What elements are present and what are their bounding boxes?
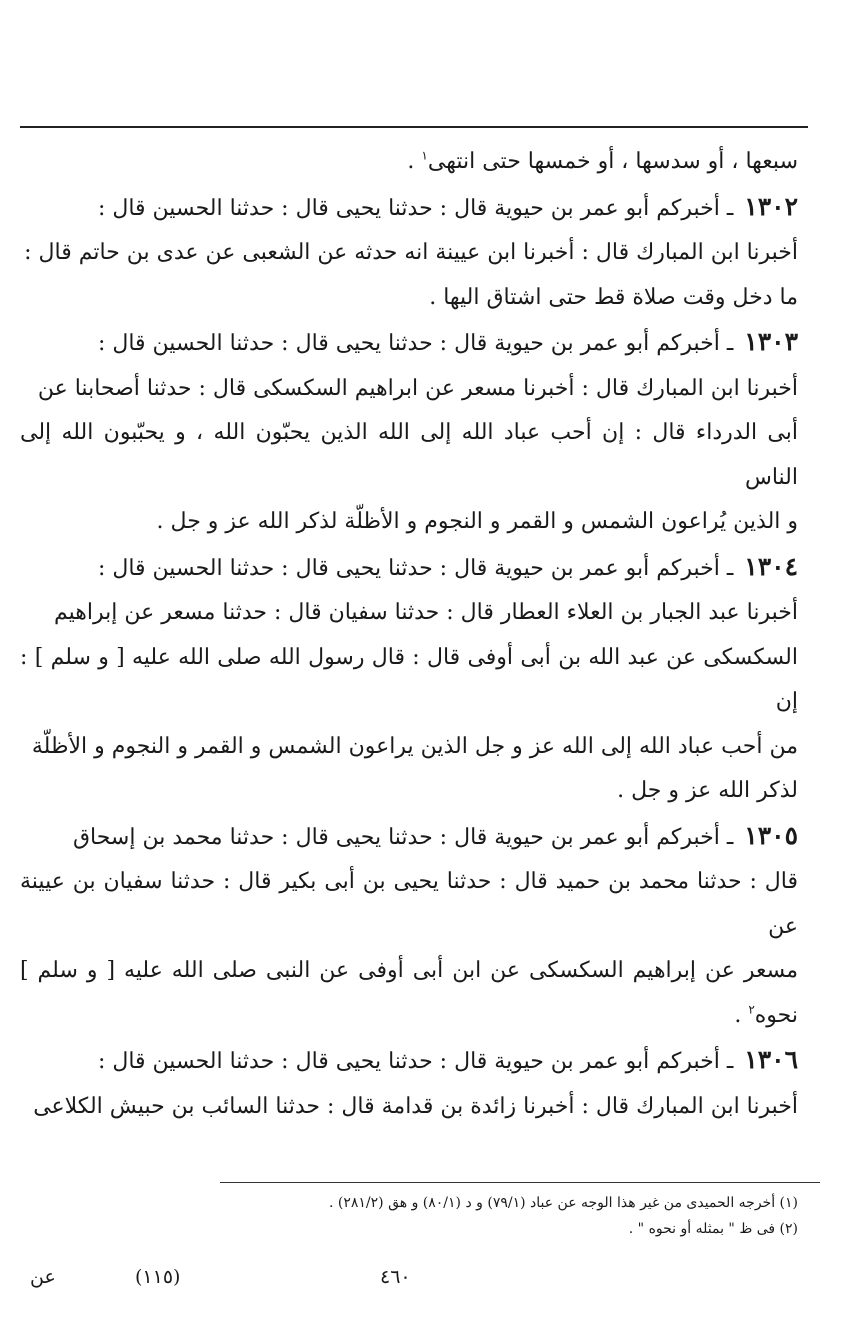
hadith-line <box>20 276 798 321</box>
hadith-line <box>20 185 798 232</box>
hadith-line <box>20 231 798 276</box>
hadith-entry-1302 <box>20 185 798 321</box>
page-number: ٤٦٠ <box>380 1266 411 1288</box>
hadith-text: من أحب عباد الله إلى الله عز و جل الذين يراعون الشمس و القمر و النجوم و الأظلّة <box>31 733 798 759</box>
hadith-line <box>20 367 798 412</box>
intro-text: سبعها ، أو سدسها ، أو خمسها حتى انتهى <box>427 149 798 174</box>
footnote-rule <box>220 1182 820 1183</box>
hadith-text: أخبرنا ابن المبارك قال : أخبرنا ابن عيينة انه حدثه عن الشعبى عن عدى بن حاتم قال : <box>24 240 798 265</box>
intro-line: سبعها ، أو سدسها ، أو خمسها حتى انتهى$^١$ . <box>407 148 798 174</box>
hadith-line <box>20 500 798 545</box>
hadith-text: ـ أخبركم أبو عمر بن حيوية قال : حدثنا يحيى قال : حدثنا الحسين قال : <box>97 195 734 221</box>
hadith-text: ـ أخبركم أبو عمر بن حيوية قال : حدثنا يحيى قال : حدثنا الحسين قال : <box>97 331 734 356</box>
hadith-line <box>20 725 798 770</box>
hadith-number: ١٣٠٣ <box>744 327 798 356</box>
footnotes <box>38 1190 798 1242</box>
hadith-text: و الذين يُراعون الشمس و القمر و النجوم و الأظلّة لذكر الله عز و جل . <box>156 509 798 534</box>
hadith-text: قال : حدثنا محمد بن حميد قال : حدثنا يحيى بن أبى بكير قال : حدثنا سفيان بن عيينة عن <box>20 869 798 939</box>
hadith-line: مسعر عن إبراهيم السكسكى عن ابن أبى أوفى عن النبى صلى الله عليه [ و سلم ] نحوه$^٢$ . <box>20 958 798 1028</box>
volume-reference: (١١٥) <box>135 1266 181 1288</box>
hadith-text: ـ أخبركم أبو عمر بن حيوية قال : حدثنا يحيى قال : حدثنا الحسين قال : <box>97 1049 734 1074</box>
hadith-number: ١٣٠٤ <box>744 551 798 581</box>
hadith-line <box>20 1038 798 1085</box>
footnote-marker: ٢ <box>748 1002 755 1017</box>
hadith-entry-1306 <box>20 1038 798 1129</box>
hadith-line <box>20 814 798 861</box>
hadith-text: مسعر عن إبراهيم السكسكى عن ابن أبى أوفى عن النبى صلى الله عليه [ و سلم ] نحوه <box>20 958 798 1028</box>
hadith-line <box>20 860 798 949</box>
footnote-1: (١) أخرجه الحميدى من غير هذا الوجه عن عباد (٧٩/١) و د (٨٠/١) و هق (٢٨١/٢) . <box>328 1195 798 1211</box>
hadith-text: أخبرنا ابن المبارك قال : أخبرنا زائدة بن قدامة قال : حدثنا السائب بن حبيش الكلاعى <box>33 1093 798 1119</box>
hadith-line <box>20 1085 798 1130</box>
footnote-2: (٢) فى ظ " بمثله أو نحوه " . <box>628 1221 798 1237</box>
hadith-text: ـ أخبركم أبو عمر بن حيوية قال : حدثنا يحيى قال : حدثنا الحسين قال : <box>97 555 734 581</box>
hadith-entry-1305 <box>20 814 798 1039</box>
hadith-line <box>20 591 798 636</box>
hadith-number: ١٣٠٥ <box>744 820 798 850</box>
hadith-text: لذكر الله عز و جل . <box>617 778 798 803</box>
page-footer <box>0 1266 850 1296</box>
hadith-text: ـ أخبركم أبو عمر بن حيوية قال : حدثنا يحيى قال : حدثنا محمد بن إسحاق <box>72 824 734 850</box>
hadith-entry-1303 <box>20 320 798 545</box>
hadith-number: ١٣٠٢ <box>744 191 798 221</box>
catchword: عن <box>30 1266 56 1288</box>
main-text <box>20 140 798 1129</box>
hadith-line <box>20 769 798 814</box>
hadith-text: السكسكى عن عبد الله بن أبى أوفى قال : قال رسول الله صلى الله عليه [ و سلم ] : إن <box>20 644 799 714</box>
hadith-line <box>20 411 798 500</box>
hadith-text: أخبرنا عبد الجبار بن العلاء العطار قال : حدثنا سفيان قال : حدثنا مسعر عن إبراهيم <box>53 600 798 625</box>
footnote-marker: ١ <box>421 148 428 163</box>
hadith-entry-1304 <box>20 545 798 814</box>
hadith-text: أخبرنا ابن المبارك قال : أخبرنا مسعر عن ابراهيم السكسكى قال : حدثنا أصحابنا عن <box>37 375 798 401</box>
hadith-text: ما دخل وقت صلاة قط حتى اشتاق اليها . <box>429 284 798 310</box>
hadith-number: ١٣٠٦ <box>744 1045 798 1074</box>
hadith-text: أبى الدرداء قال : إن أحب عباد الله إلى الله الذين يحبّون الله ، و يحبّبون الله إلى الناس <box>20 420 798 490</box>
hadith-line <box>20 320 798 367</box>
hadith-line <box>20 636 798 725</box>
hadith-line <box>20 545 798 592</box>
header-rule <box>20 126 808 128</box>
